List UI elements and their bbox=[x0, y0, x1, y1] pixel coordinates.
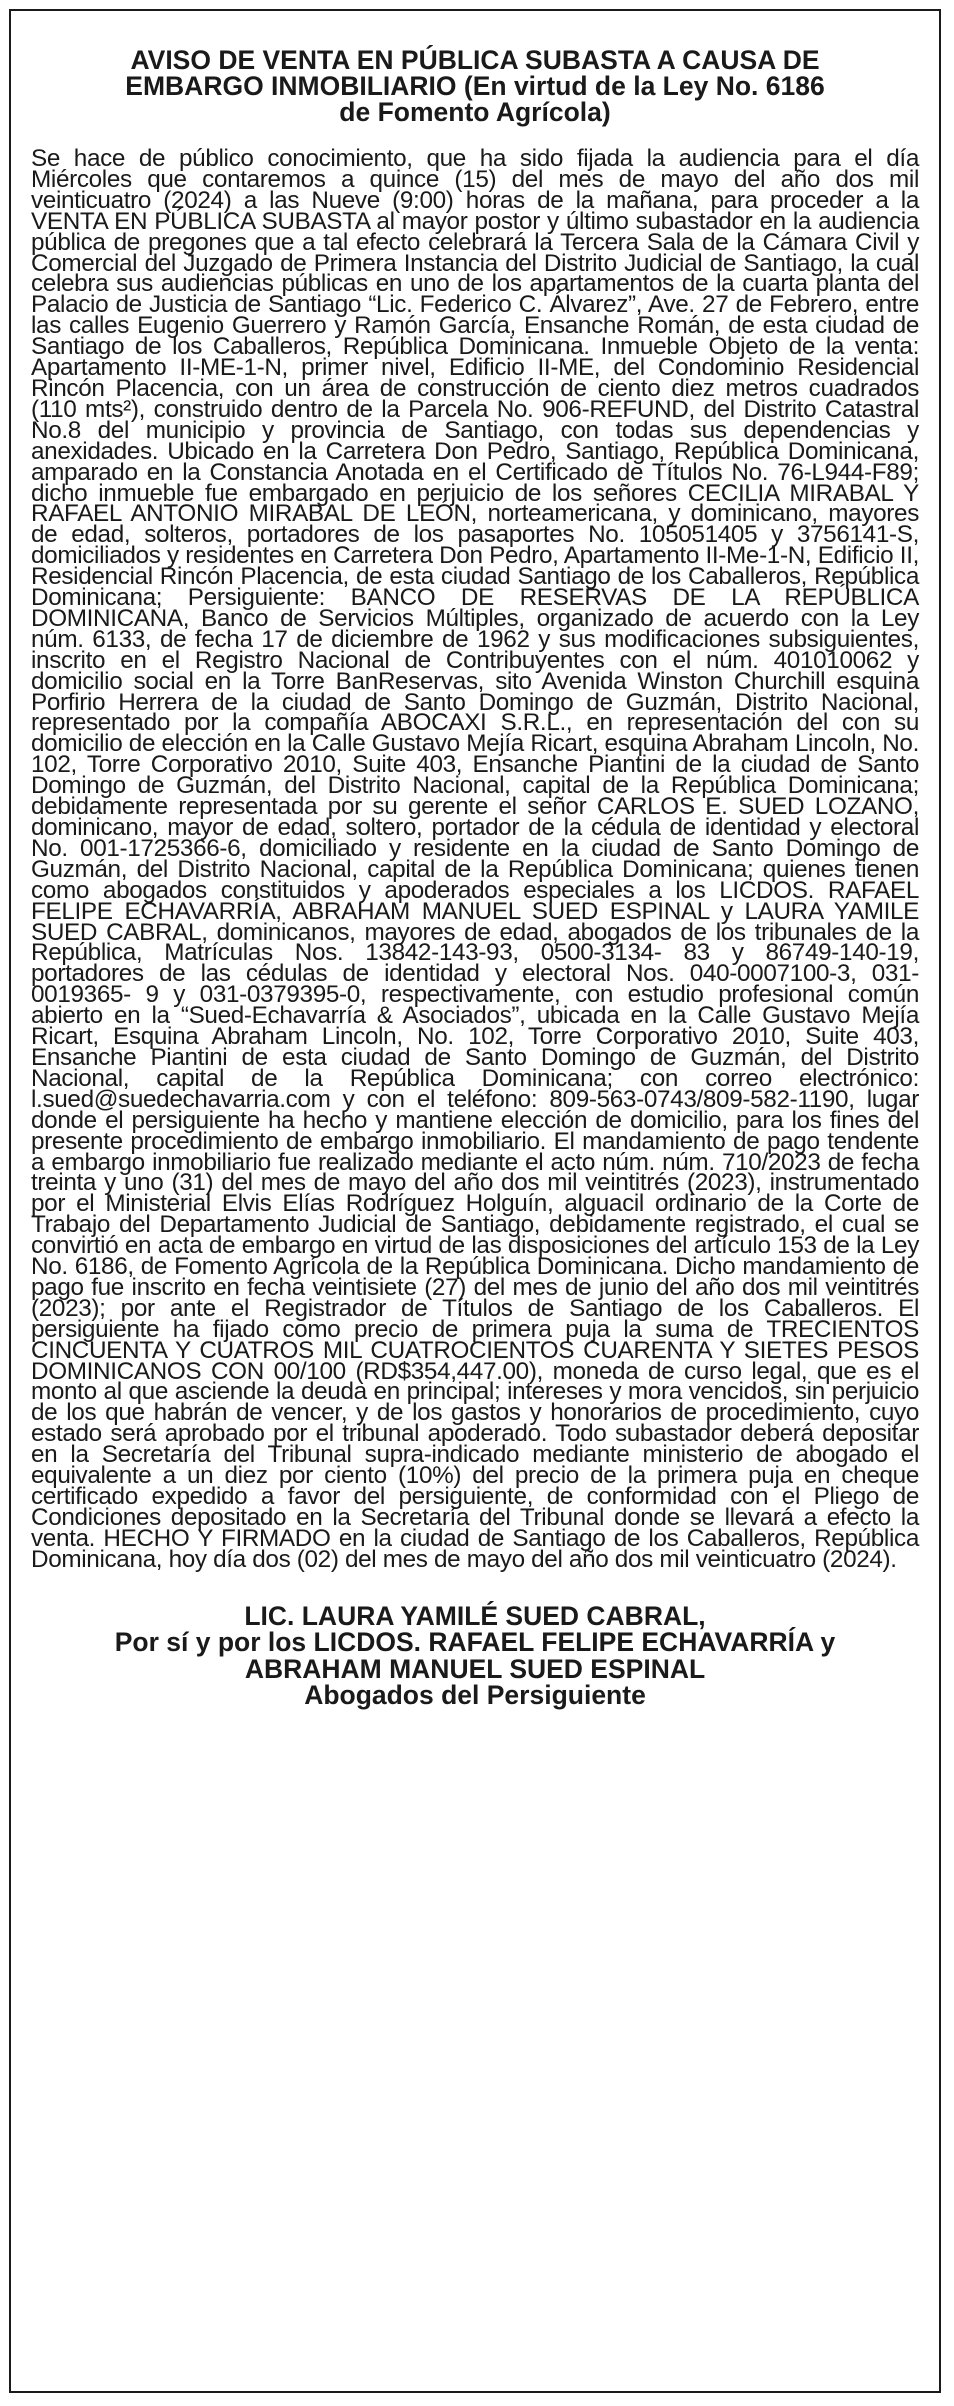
notice-body: Se hace de público conocimiento, que ha sido fijada la audiencia para el día Miércoles que contaremos a quince (15) del mes de mayo del año dos mil veinticuatro (2024) a las Nueve (9:00) horas de la mañana, para proceder a la VENTA EN PÚBLICA SUBASTA al mayor postor y último subastador en la audiencia pública de pregones que a tal efecto celebrará la Tercera Sala de la Cámara Civil y Comercial del Juzgado de Primera Instancia del Distrito Judicial de Santiago, la cual celebra sus audiencias públicas en uno de los apartamentos de la cuarta planta del Palacio de Justicia de Santiago “Lic. Federico C. Álvarez”, Ave. 27 de Febrero, entre las calles Eugenio Guerrero y Ramón García, Ensanche Román, de esta ciudad de Santiago de los Caballeros, República Dominicana. Inmueble Objeto de la venta: Apartamento II-ME-1-N, primer nivel, Edificio II-ME, del Condominio Residencial Rincón Placencia, con un área de construcción de ciento diez metros cuadrados (110 mts²), construido dentro de la Parcela No. 906-REFUND, del Distrito Catastral No.8 del municipio y provincia de Santiago, con todas sus dependencias y anexidades. Ubicado en la Carretera Don Pedro, Santiago, República Dominicana, amparado en la Constancia Anotada en el Certificado de Títulos No. 76-L944-F89; dicho inmueble fue embargado en perjuicio de los señores CECILIA MIRABAL Y RAFAEL ANTONIO MIRABAL DE LEÓN, norteamericana, y dominicano, mayores de edad, solteros, portadores de los pasaportes No. 105051405 y 3756141-S, domiciliados y residentes en Carretera Don Pedro, Apartamento II-Me-1-N, Edificio II, Residencial Rincón Placencia, de esta ciudad Santiago de los Caballeros, República Dominicana; Persiguiente: BANCO DE RESERVAS DE LA REPÚBLICA DOMINICANA, Banco de Servicios Múltiples, organizado de acuerdo con la Ley núm. 6133, de fecha 17 de diciembre de 1962 y sus modificaciones subsiguientes, inscrito en el Registro Nacional de Contribuyentes con el núm. 401010062 y domicilio social en la Torre BanReservas, sito Avenida Winston Churchill esquina Porfirio Herrera de la ciudad de Santo Domingo de Guzmán, Distrito Nacional, representado por la compañía ABOCAXI S.R.L., en representación del con su domicilio de elección en la Calle Gustavo Mejía Ricart, esquina Abraham Lincoln, No. 102, Torre Corporativo 2010, Suite 403, Ensanche Piantini de la ciudad de Santo Domingo de Guzmán, del Distrito Nacional, capital de la República Dominicana; debidamente representada por su gerente el señor CARLOS E. SUED LOZANO, dominicano, mayor de edad, soltero, portador de la cédula de identidad y electoral No. 001-1725366-6, domiciliado y residente en la ciudad de Santo Domingo de Guzmán, del Distrito Nacional, capital de la República Dominicana; quienes tienen como abogados constituidos y apoderados especiales a los LICDOS. RAFAEL FELIPE ECHAVARRÍA, ABRAHAM MANUEL SUED ESPINAL y LAURA YAMILE SUED CABRAL, dominicanos, mayores de edad, abogados de los tribunales de la República, Matrículas Nos. 13842-143-93, 0500-3134- 83 y 86749-140-19, portadores de las cédulas de identidad y electoral Nos. 040-0007100-3, 031-0019365- 9 y 031-0379395-0, respectivamente, con estudio profesional común abierto en la “Sued-Echavarría & Asociados”, ubicada en la Calle Gustavo Mejía Ricart, Esquina Abraham Lincoln, No. 102, Torre Corporativo 2010, Suite 403, Ensanche Piantini de esta ciudad de Santo Domingo de Guzmán, del Distrito Nacional, capital de la República Dominicana; con correo electrónico: l.sued@suedechavarria.com y con el teléfono: 809-563-0743/809-582-1190, lugar donde el persiguiente ha hecho y mantiene elección de domicilio, para los fines del presente procedimiento de embargo inmobiliario. El mandamiento de pago tendente a embargo inmobiliario fue realizado mediante el acto núm. núm. 710/2023 de fecha treinta y uno (31) del mes de mayo del año dos mil veintitrés (2023), instrumentado por el Ministerial Elvis Elías Rodríguez Holguín, alguacil ordinario de la Corte de Trabajo del Departamento Judicial de Santiago, debidamente registrado, el cual se convirtió en acta de embargo en virtud de las disposiciones del artículo 153 de la Ley No. 6186, de Fomento Agrícola de la República Dominicana. Dicho mandamiento de pago fue inscrito en fecha veintisiete (27) del mes de junio del año dos mil veintitrés (2023); por ante el Registrador de Títulos de Santiago de los Caballeros. El persiguiente ha fijado como precio de primera puja la suma de TRECIENTOS CINCUENTA Y CUATROS MIL CUATROCIENTOS CUARENTA Y SIETES PESOS DOMINICANOS CON 00/100 (RD$354,447.00), moneda de curso legal, que es el monto al que asciende la deuda en principal; intereses y mora vencidos, sin perjuicio de los que habrán de vencer, y de los gastos y honorarios de procedimiento, cuyo estado será aprobado por el tribunal apoderado. Todo subastador deberá depositar en la Secretaría del Tribunal supra-indicado mediante ministerio de abogado el equivalente a un diez por ciento (10%) del precio de la primera puja en cheque certificado expedido a favor del persiguiente, de conformidad con el Pliego de Condiciones depositado en la Secretaría del Tribunal donde se llevará a efecto la venta. HECHO Y FIRMADO en la ciudad de Santiago de los Caballeros, República Dominicana, hoy día dos (02) del mes de mayo del año dos mil veinticuatro (2024). bbox=[31, 145, 919, 1573]
signature-block bbox=[31, 1600, 919, 1711]
signature-line: ABRAHAM MANUEL SUED ESPINAL bbox=[244, 1653, 706, 1684]
notice-title-line: AVISO DE VENTA EN PÚBLICA SUBASTA A CAUSA DE bbox=[130, 45, 820, 75]
notice-title bbox=[31, 47, 919, 125]
signature-line: Por sí y por los LICDOS. RAFAEL FELIPE ECHAVARRÍA y bbox=[114, 1627, 836, 1658]
signature-line: LIC. LAURA YAMILÉ SUED CABRAL, bbox=[244, 1600, 706, 1631]
legal-notice-frame bbox=[9, 9, 941, 2393]
notice-title-line: de Fomento Agrícola) bbox=[339, 97, 611, 127]
signature-line: Abogados del Persiguiente bbox=[304, 1680, 646, 1711]
notice-title-line: EMBARGO INMOBILIARIO (En virtud de la Ley No. 6186 bbox=[125, 71, 825, 101]
